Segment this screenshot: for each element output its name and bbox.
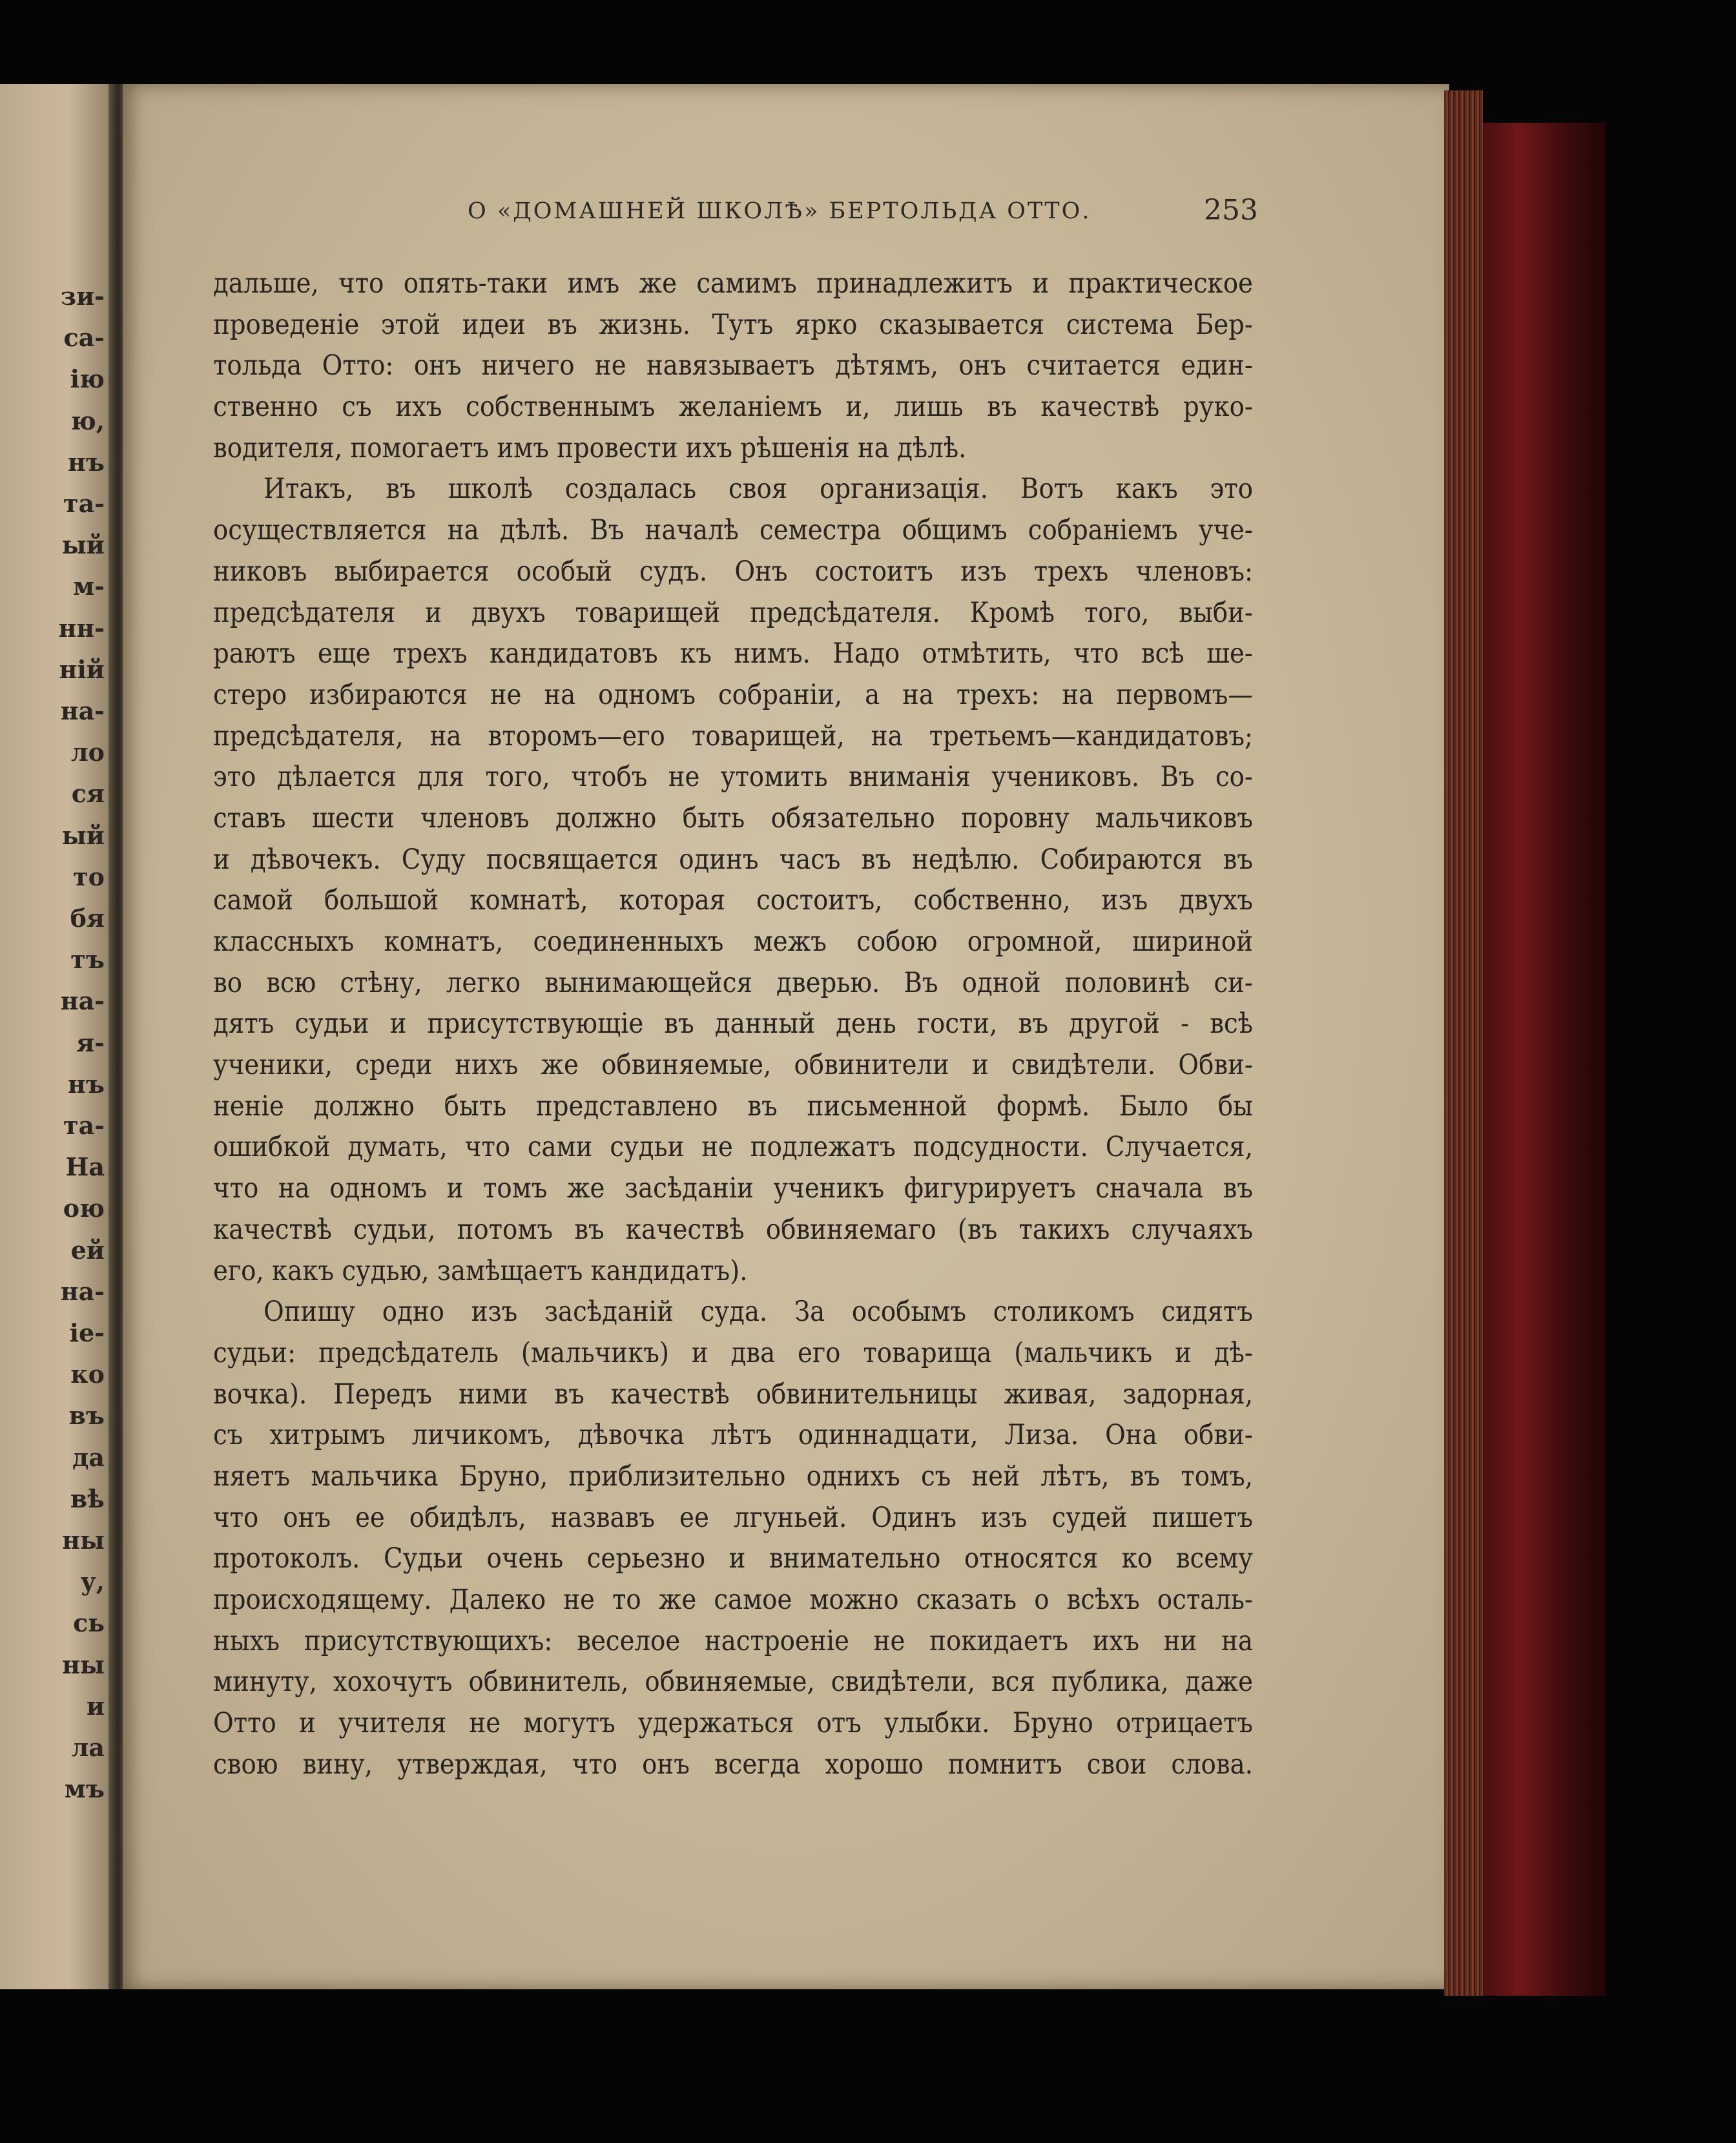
text-line: дятъ судьи и присутствующіе въ данный день гости, въ другой - всѣ: [213, 1008, 1253, 1040]
left-page-fragment: вѣ: [70, 1484, 105, 1513]
left-page-fragment: ю,: [70, 406, 105, 435]
left-page-fragment: сь: [73, 1608, 105, 1638]
text-line: ошибкой думать, что сами судьи не подлежатъ подсудности. Случается,: [213, 1131, 1253, 1164]
text-line: ственно съ ихъ собственнымъ желаніемъ и, лишь въ качествѣ руко-: [213, 391, 1253, 424]
left-page-fragment: На: [65, 1152, 105, 1182]
text-line: Опишу одно изъ засѣданій суда. За особымъ столикомъ сидятъ: [264, 1296, 1253, 1329]
left-page-fragment: на-: [60, 696, 105, 725]
text-line: раютъ еще трехъ кандидатовъ къ нимъ. Надо отмѣтить, что всѣ ше-: [213, 637, 1253, 670]
text-line: няетъ мальчика Бруно, приблизительно однихъ съ ней лѣтъ, въ томъ,: [213, 1460, 1253, 1493]
text-line: во всю стѣну, легко вынимающейся дверью. Въ одной половинѣ си-: [213, 966, 1253, 999]
left-page-fragment: та-: [63, 489, 105, 518]
left-page-fragment: са-: [63, 323, 105, 353]
text-line: ученики, среди нихъ же обвиняемые, обвинители и свидѣтели. Обви-: [213, 1049, 1253, 1082]
text-line: Отто и учителя не могутъ удержаться отъ улыбки. Бруно отрицаетъ: [213, 1707, 1253, 1740]
left-page-fragment: нъ: [68, 447, 105, 477]
text-line: осуществляется на дѣлѣ. Въ началѣ семестра общимъ собраніемъ уче-: [213, 514, 1253, 547]
text-line: минуту, хохочутъ обвинитель, обвиняемые, свидѣтели, вся публика, даже: [213, 1666, 1253, 1699]
text-line: судьи: предсѣдатель (мальчикъ) и два его товарища (мальчикъ и дѣ-: [213, 1336, 1253, 1369]
left-page-fragment: ны: [62, 1650, 105, 1679]
text-line: стеро избираются не на одномъ собраніи, а на трехъ: на первомъ—: [213, 678, 1253, 711]
left-page-fragment: въ: [68, 1401, 105, 1431]
left-page-fragment: зи-: [60, 282, 105, 311]
left-page-fragment: нъ: [68, 1069, 105, 1099]
left-page-fragment: ко: [70, 1360, 105, 1389]
body-text: [213, 264, 1253, 1785]
left-page-fragment: тъ: [70, 945, 105, 975]
text-line: проведеніе этой идеи въ жизнь. Тутъ ярко сказывается система Бер-: [213, 308, 1253, 341]
left-page-fragment: та-: [63, 1111, 105, 1140]
text-line: качествѣ судьи, потомъ въ качествѣ обвиняемаго (въ такихъ случаяхъ: [213, 1213, 1253, 1246]
text-line: происходящему. Далеко не то же самое можно сказать о всѣхъ осталь-: [213, 1584, 1253, 1616]
text-line: ставъ шести членовъ должно быть обязательно поровну мальчиковъ: [213, 802, 1253, 834]
text-line: водителя, помогаетъ имъ провести ихъ рѣшенія на дѣлѣ.: [213, 431, 967, 464]
left-page-fragment: ію: [70, 364, 105, 394]
left-page-fragment: и: [86, 1691, 105, 1721]
text-line: протоколъ. Судьи очень серьезно и внимательно относятся ко всему: [213, 1542, 1253, 1575]
text-line: вочка). Передъ ними въ качествѣ обвинительницы живая, задорная,: [213, 1378, 1253, 1411]
left-page-fragment: нн-: [58, 613, 105, 643]
left-page-fragment: ла: [71, 1733, 105, 1762]
text-line: тольда Отто: онъ ничего не навязываетъ дѣтямъ, онъ считается един-: [213, 349, 1253, 382]
left-page-fragment: ie-: [69, 1318, 105, 1347]
left-page-fragment: ою: [63, 1194, 105, 1223]
text-line: съ хитрымъ личикомъ, дѣвочка лѣтъ одиннадцати, Лиза. Она обви-: [213, 1419, 1253, 1452]
left-page-edge: [0, 84, 114, 1989]
text-line: классныхъ комнатъ, соединенныхъ межъ собою огромной, шириной: [213, 926, 1253, 958]
text-line: предсѣдателя и двухъ товарищей предсѣдателя. Кромѣ того, выби-: [213, 596, 1253, 629]
text-line: неніе должно быть представлено въ письменной формѣ. Было бы: [213, 1090, 1253, 1123]
running-head: О «ДОМАШНЕЙ ШКОЛѢ» БЕРТОЛЬДА ОТТО.: [468, 198, 1091, 224]
left-page-fragment: ый: [61, 530, 105, 560]
left-page-fragment: то: [73, 862, 105, 891]
left-page-fragment: бя: [70, 904, 105, 933]
text-line: дальше, что опять-таки имъ же самимъ принадлежитъ и практическое: [213, 267, 1253, 300]
text-line: и дѣвочекъ. Суду посвящается одинъ часъ въ недѣлю. Собираются въ: [213, 843, 1253, 876]
text-line: самой большой комнатѣ, которая состоитъ, собственно, изъ двухъ: [213, 884, 1253, 917]
text-line: предсѣдателя, на второмъ—его товарищей, на третьемъ—кандидатовъ;: [213, 720, 1253, 752]
text-line: свою вину, утверждая, что онъ всегда хорошо помнитъ свои слова.: [213, 1748, 1253, 1781]
text-line: Итакъ, въ школѣ создалась своя организація. Вотъ какъ это: [264, 473, 1253, 506]
text-line: его, какъ судью, замѣщаетъ кандидатъ).: [213, 1254, 748, 1287]
left-page-fragment: ло: [70, 738, 105, 767]
left-page-fragment: ей: [70, 1235, 105, 1265]
left-page-fragment: ся: [71, 779, 105, 809]
left-page-fragment: м-: [73, 572, 105, 601]
text-line: никовъ выбирается особый судъ. Онъ состоитъ изъ трехъ членовъ:: [213, 555, 1253, 588]
left-page-fragment: у,: [80, 1567, 105, 1597]
page-edges: [1444, 90, 1483, 1996]
left-page-fragment: ны: [62, 1526, 105, 1555]
text-line: что онъ ее обидѣлъ, назвавъ ее лгуньей. Одинъ изъ судей пишетъ: [213, 1501, 1253, 1534]
left-page-fragment: на-: [60, 1276, 105, 1306]
text-line: что на одномъ и томъ же засѣданіи ученикъ фигурируетъ сначала въ: [213, 1172, 1253, 1205]
left-page-fragment: да: [72, 1442, 105, 1472]
left-page-fragment: ній: [59, 654, 105, 684]
text-line: ныхъ присутствующихъ: веселое настроеніе не покидаетъ ихъ ни на: [213, 1624, 1253, 1657]
left-page-fragment: на-: [60, 986, 105, 1016]
left-page-fragment: я-: [76, 1028, 105, 1057]
book-cover: [1483, 123, 1606, 1996]
left-page-fragment: ый: [61, 820, 105, 850]
page-number: 253: [1204, 194, 1258, 227]
text-line: это дѣлается для того, чтобъ не утомить вниманія учениковъ. Въ со-: [213, 761, 1253, 794]
left-page-fragment: мъ: [64, 1774, 105, 1804]
